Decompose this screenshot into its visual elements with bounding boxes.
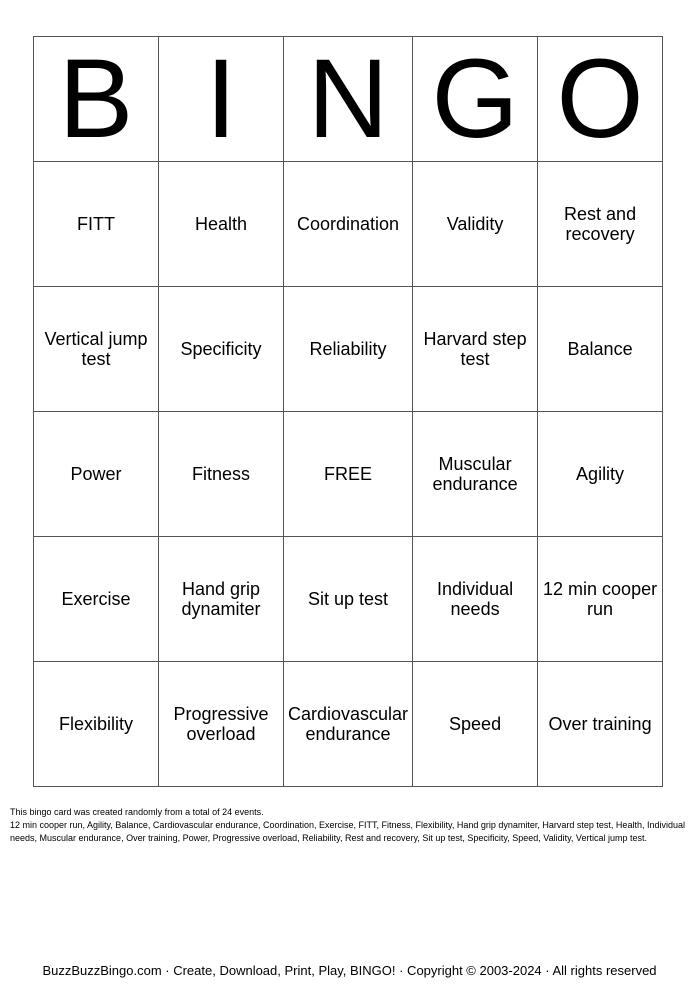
bingo-cell: Sit up test: [284, 537, 413, 662]
free-space-cell: FREE: [284, 412, 413, 537]
header-letter-o: O: [538, 37, 663, 162]
bingo-cell: Health: [159, 162, 284, 287]
header-letter-b: B: [34, 37, 159, 162]
bingo-cell: Hand grip dynamiter: [159, 537, 284, 662]
bingo-cell: Specificity: [159, 287, 284, 412]
bingo-cell: Rest and recovery: [538, 162, 663, 287]
header-letter-g: G: [413, 37, 538, 162]
bingo-cell: Harvard step test: [413, 287, 538, 412]
event-list: 12 min cooper run, Agility, Balance, Cardiovascular endurance, Coordination, Exercise, FITT, Fitness, Flexibility, Hand grip dynamiter, Harvard step test, Health, Individual needs, Muscular endurance, Over training, Power, Progressive overload, Reliability, Rest and recovery, Sit up test, Specificity, Speed, Validity, Vertical jump test.: [10, 820, 685, 843]
bingo-cell: Fitness: [159, 412, 284, 537]
header-letter-i: I: [159, 37, 284, 162]
header-row: [34, 37, 663, 162]
bingo-cell: Speed: [413, 662, 538, 787]
bingo-cell: Progressive overload: [159, 662, 284, 787]
bingo-cell: Cardiovascular endurance: [284, 662, 413, 787]
bingo-cell: Reliability: [284, 287, 413, 412]
bingo-cell: Vertical jump test: [34, 287, 159, 412]
bingo-cell: Power: [34, 412, 159, 537]
bingo-cell: Coordination: [284, 162, 413, 287]
bingo-cell: Flexibility: [34, 662, 159, 787]
bingo-cell: Individual needs: [413, 537, 538, 662]
bingo-card: [33, 36, 663, 787]
card-row: [34, 287, 663, 412]
card-row: [34, 412, 663, 537]
card-row: [34, 162, 663, 287]
bingo-cell: FITT: [34, 162, 159, 287]
bingo-cell: Exercise: [34, 537, 159, 662]
card-summary: This bingo card was created randomly from a total of 24 events.: [10, 807, 264, 817]
bingo-cell: Over training: [538, 662, 663, 787]
header-letter-n: N: [284, 37, 413, 162]
site-footer: BuzzBuzzBingo.com · Create, Download, Print, Play, BINGO! · Copyright © 2003-2024 · All rights reserved: [42, 963, 657, 978]
bingo-cell: Muscular endurance: [413, 412, 538, 537]
card-row: [34, 537, 663, 662]
bingo-cell: Validity: [413, 162, 538, 287]
card-info: [10, 806, 686, 845]
bingo-cell: 12 min cooper run: [538, 537, 663, 662]
card-row: [34, 662, 663, 787]
bingo-cell: Agility: [538, 412, 663, 537]
bingo-cell: Balance: [538, 287, 663, 412]
